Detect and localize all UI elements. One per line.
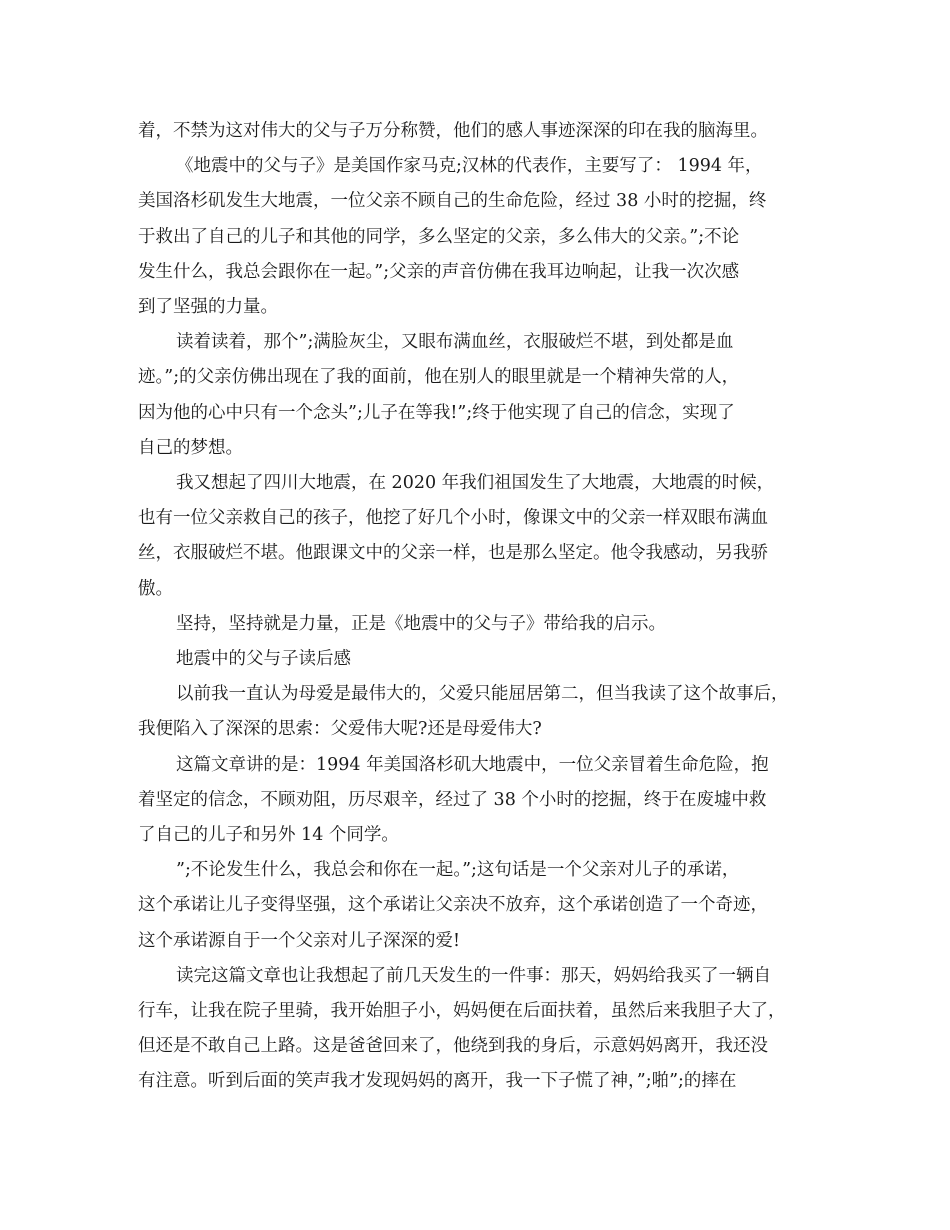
text-line: ”;不论发生什么，我总会和你在一起。”;这句话是一个父亲对儿子的承诺， — [176, 860, 740, 880]
text-line: 《地震中的父与子》是美国作家马克;汉林的代表作，主要写了： 1994 年， — [176, 156, 763, 176]
text-line: 发生什么，我总会跟你在一起。”;父亲的声音仿佛在我耳边响起，让我一次次感 — [138, 262, 740, 282]
text-line: 我便陷入了深深的思索：父爱伟大呢?还是母爱伟大? — [138, 719, 542, 739]
text-line: 这个承诺让儿子变得坚强，这个承诺让父亲决不放弃，这个承诺创造了一个奇迹， — [138, 895, 768, 915]
text-line: 了自己的儿子和另外 14 个同学。 — [138, 825, 399, 845]
text-line: 也有一位父亲救自己的孩子，他挖了好几个小时，像课文中的父亲一样双眼布满血 — [138, 508, 768, 528]
text-line: 行车，让我在院子里骑，我开始胆子小，妈妈便在后面扶着，虽然后来我胆子大了， — [138, 1001, 786, 1021]
section-title: 地震中的父与子读后感 — [176, 649, 351, 669]
text-line: 因为他的心中只有一个念头”;儿子在等我!”;终于他实现了自己的信念，实现了 — [138, 403, 735, 423]
text-line: 以前我一直认为母爱是最伟大的，父爱只能屈居第二，但当我读了这个故事后， — [176, 684, 789, 704]
text-line: 读着读着，那个”;满脸灰尘，又眼布满血丝，衣服破烂不堪，到处都是血 — [176, 332, 734, 352]
text-line: 迹。”;的父亲仿佛出现在了我的面前，他在别人的眼里就是一个精神失常的人， — [138, 367, 740, 387]
text-line: 自己的梦想。 — [138, 438, 243, 458]
text-line: 这篇文章讲的是：1994 年美国洛杉矶大地震中，一位父亲冒着生命危险，抱 — [176, 755, 769, 775]
text-line: 到了坚强的力量。 — [138, 297, 278, 317]
text-line: 美国洛杉矶发生大地震，一位父亲不顾自己的生命危险，经过 38 小时的挖掘，终 — [138, 191, 767, 211]
text-line: 这个承诺源自于一个父亲对儿子深深的爱! — [138, 931, 461, 951]
text-line: 着坚定的信念，不顾劝阻，历尽艰辛，经过了 38 个小时的挖掘，终于在废墟中救 — [138, 790, 767, 810]
text-line: 但还是不敢自己上路。这是爸爸回来了，他绕到我的身后，示意妈妈离开，我还没 — [138, 1036, 768, 1056]
text-line: 于救出了自己的儿子和其他的同学，多么坚定的父亲，多么伟大的父亲。”;不论 — [138, 227, 740, 247]
text-line: 坚持，坚持就是力量，正是《地震中的父与子》带给我的启示。 — [176, 614, 666, 634]
text-line: 有注意。听到后面的笑声我才发现妈妈的离开，我一下子慌了神，”;啪”;的摔在 — [138, 1071, 737, 1091]
text-line: 傲。 — [138, 579, 173, 599]
text-line: 丝，衣服破烂不堪。他跟课文中的父亲一样，也是那么坚定。他令我感动，另我骄 — [138, 543, 768, 563]
text-line: 着，不禁为这对伟大的父与子万分称赞，他们的感人事迹深深的印在我的脑海里。 — [138, 121, 768, 141]
text-line: 我又想起了四川大地震，在 2020 年我们祖国发生了大地震，大地震的时候， — [176, 473, 775, 493]
text-line: 读完这篇文章也让我想起了前几天发生的一件事：那天，妈妈给我买了一辆自 — [176, 966, 771, 986]
